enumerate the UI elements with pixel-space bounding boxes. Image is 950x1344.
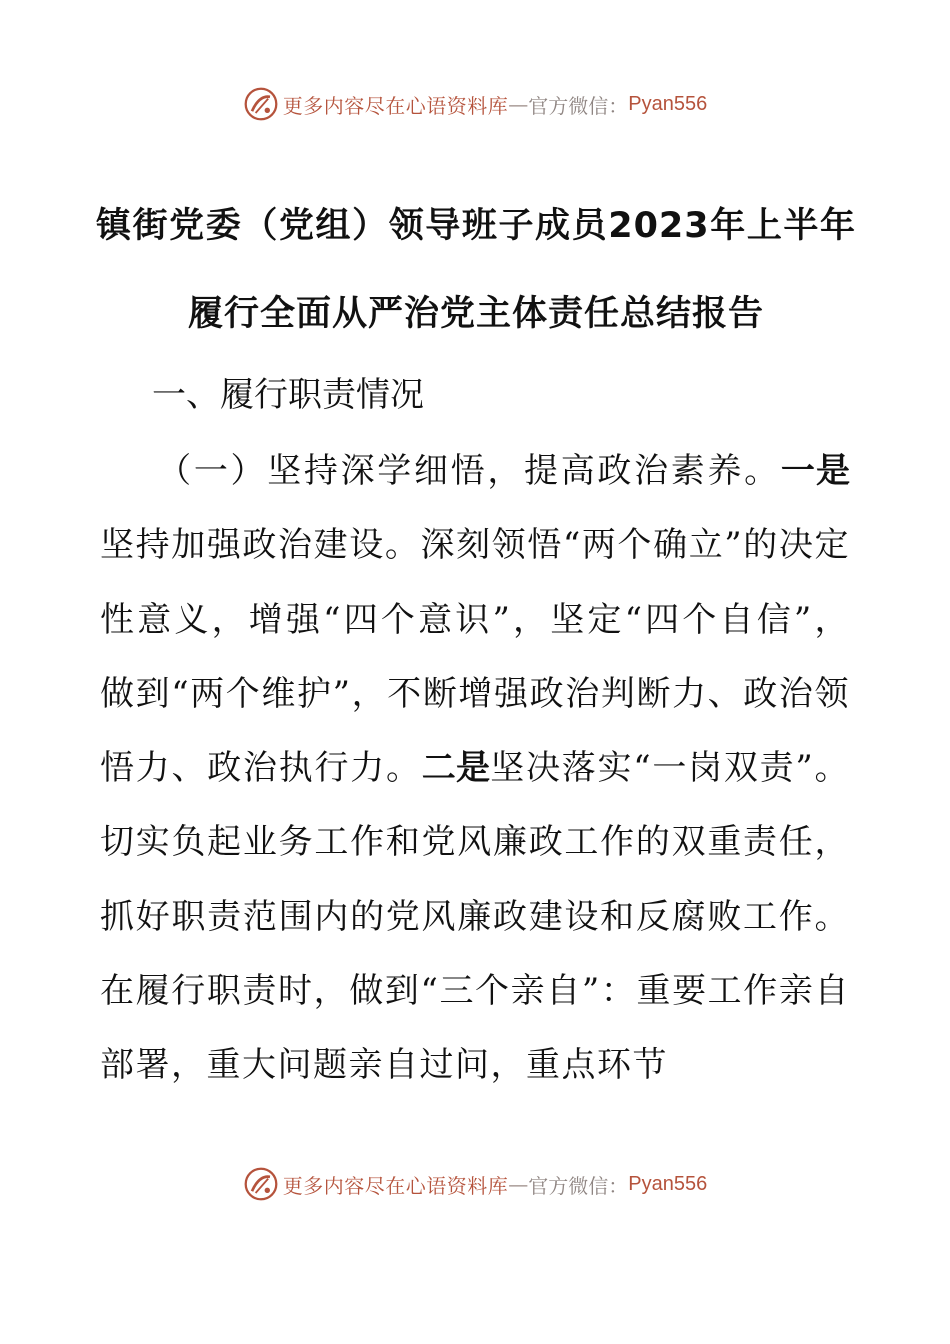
watermark-separator: — [508, 92, 529, 116]
brand-logo-icon [243, 86, 279, 122]
watermark-banner-top [0, 84, 950, 124]
paragraph-text-1: （一）坚持深学细悟，提高政治素养。 [156, 451, 781, 491]
watermark-wechat-label: 官方微信： [528, 93, 629, 118]
brand-logo-icon [243, 1166, 279, 1202]
watermark-wechat-id: Pyan556 [628, 92, 708, 115]
watermark-text: 更多内容尽在心语资料库 [282, 93, 509, 118]
watermark-wechat-id: Pyan556 [628, 1172, 708, 1195]
watermark-text: 更多内容尽在心语资料库 [282, 1173, 509, 1198]
bold-marker-1: 一是 [780, 451, 851, 491]
document-title: 镇街党委（党组）领导班子成员2023年上半年履行全面从严治党主体责任总结报告 [96, 206, 856, 334]
section-heading: 一、履行职责情况 [152, 375, 424, 415]
body-paragraph [100, 434, 850, 1103]
watermark-wechat-label: 官方微信： [528, 1173, 629, 1198]
watermark-separator: — [508, 1172, 529, 1196]
bold-marker-2: 二是 [421, 748, 491, 789]
watermark-banner-bottom [0, 1164, 950, 1204]
paragraph-text-3: 坚决落实“一岗双责”。切实负起业务工作和党风廉政工作的双重责任，抓好职责范围内的党风廉政建设和反腐败工作。在履行职责时，做到“三个亲自”：重要工作亲自部署，重大问题亲自过问，重点环节 [100, 748, 851, 1086]
paragraph-text-2: 坚持加强政治建设。深刻领悟“两个确立”的决定性意义，增强“四个意识”，坚定“四个自信”，做到“两个维护”，不断增强政治判断力、政治领悟力、政治执行力。 [100, 525, 850, 789]
